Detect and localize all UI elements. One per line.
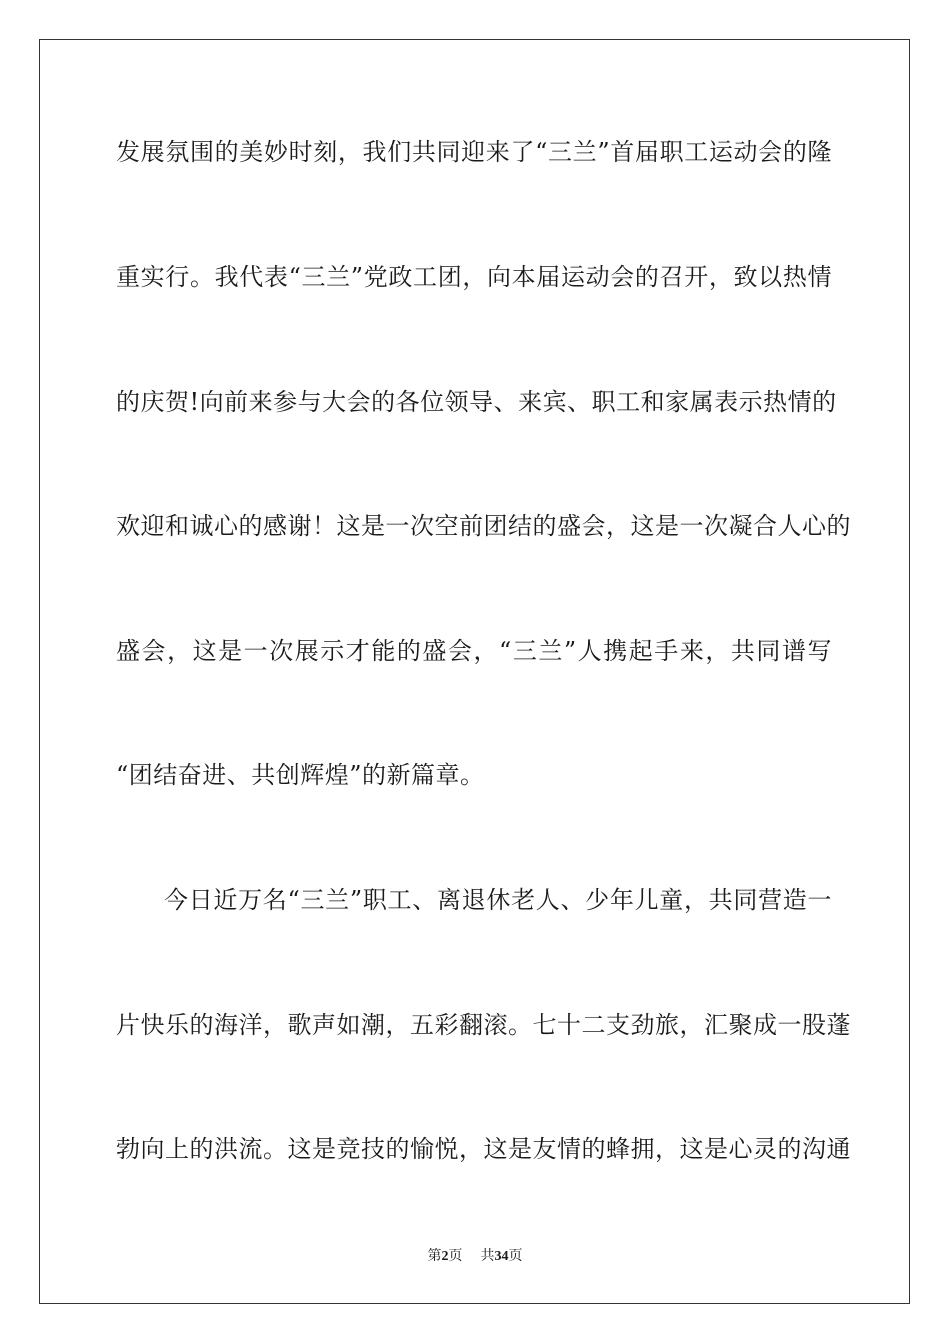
total-suffix: 页 [508, 1248, 523, 1264]
page-footer [0, 1247, 950, 1266]
text-line-5: 盛会，这是一次展示才能的盛会，“三兰”人携起手来，共同谱写 [116, 637, 832, 665]
text-line-2: 重实行。我代表“三兰”党政工团，向本届运动会的召开，致以热情 [116, 263, 832, 291]
page-number: 2 [441, 1249, 449, 1264]
total-pages: 34 [494, 1249, 509, 1264]
text-line-3: 的庆贺!向前来参与大会的各位领导、来宾、职工和家属表示热情的 [116, 388, 837, 416]
page-border [39, 39, 910, 1304]
text-line-4: 欢迎和诚心的感谢！这是一次空前团结的盛会，这是一次凝合人心的 [116, 512, 851, 540]
text-line-9: 勃向上的洪流。这是竞技的愉悦，这是友情的蜂拥，这是心灵的沟通 [116, 1135, 851, 1163]
text-line-8: 片快乐的海洋，歌声如潮，五彩翻滚。七十二支劲旅，汇聚成一股蓬 [116, 1011, 851, 1039]
text-line-1: 发展氛围的美妙时刻，我们共同迎来了“三兰”首届职工运动会的隆 [116, 138, 832, 166]
page-suffix: 页 [448, 1248, 463, 1264]
page-prefix: 第 [427, 1248, 442, 1264]
total-prefix: 共 [480, 1248, 495, 1264]
text-line-7-paragraph-start: 今日近万名“三兰”职工、离退休老人、少年儿童，共同营造一 [164, 886, 832, 914]
text-line-6: “团结奋进、共创辉煌”的新篇章。 [116, 761, 485, 789]
